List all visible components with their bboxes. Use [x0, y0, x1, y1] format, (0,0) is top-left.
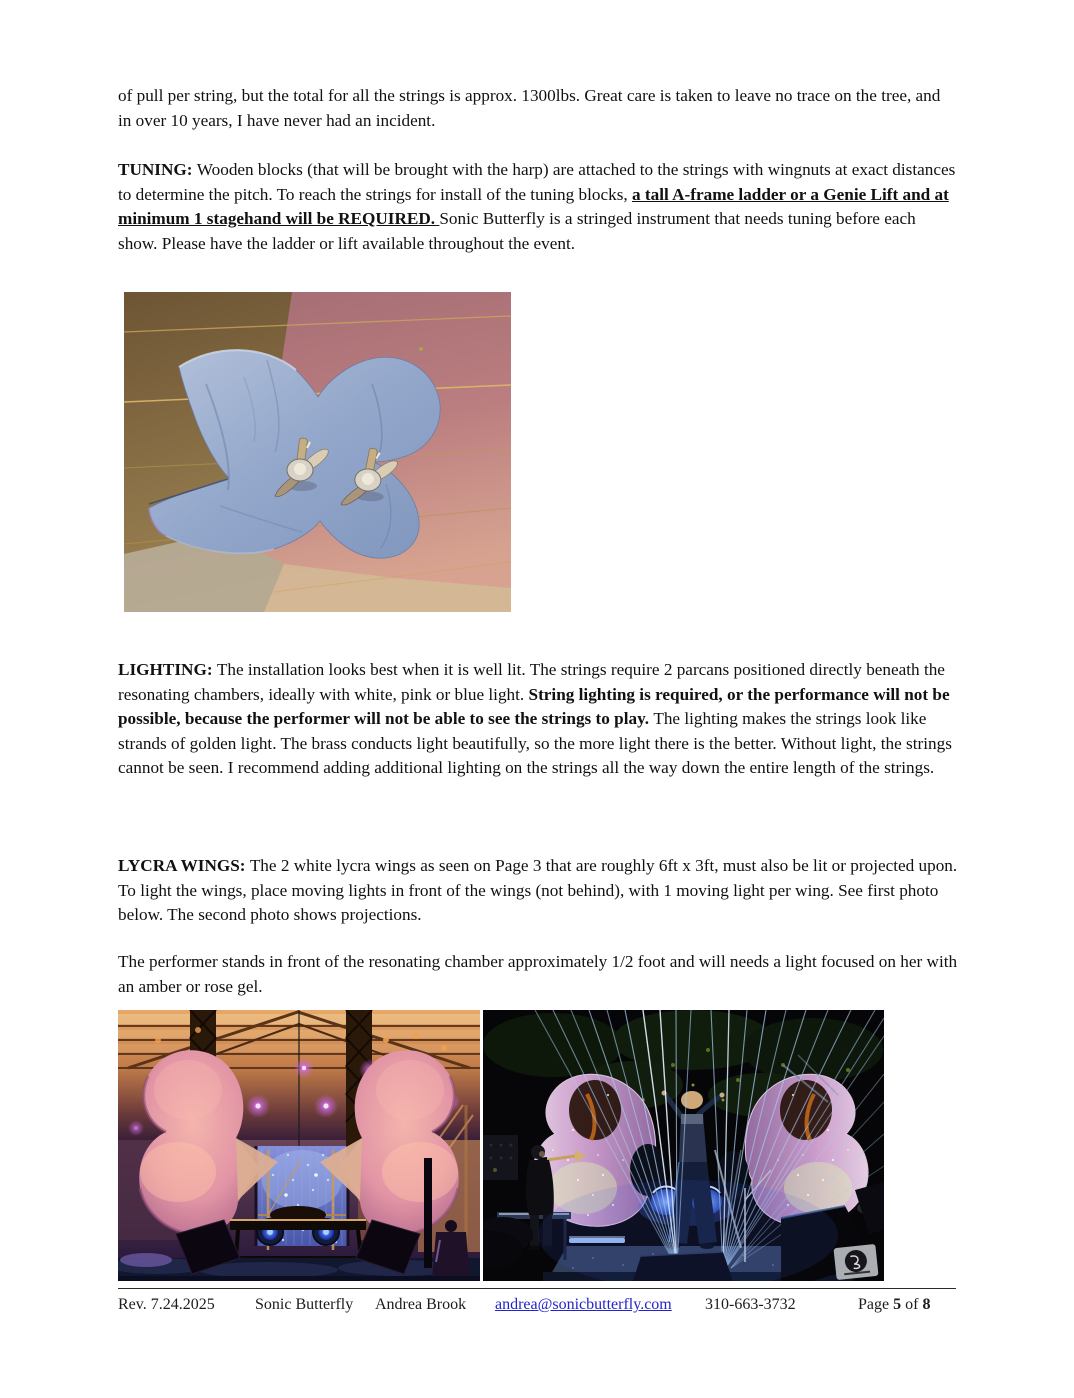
lycra-paragraph: LYCRA WINGS: The 2 white lycra wings as seen on Page 3 that are roughly 6ft x 3ft, must also be lit or projected upon. To light the wings, place moving lights in front of the wings (not behind), with 1 moving light per wing. See first photo below. The second photo shows projections. — [118, 856, 958, 924]
tuning-block-photo — [124, 292, 511, 612]
logo-sign — [833, 1244, 878, 1280]
footer-phone: 310-663-3732 — [705, 1296, 796, 1313]
footer-page-number: Page 5 of 8 — [858, 1296, 931, 1313]
indoor-wings-photo — [118, 1010, 480, 1281]
footer-author: Andrea Brook — [375, 1296, 467, 1313]
tuning-paragraph: TUNING: Wooden blocks (that will be brought with the harp) are attached to the strings with wingnuts at exact distances to determine the pitch. To reach the strings for install of the tuning blocks, a tall A-frame ladder or a Genie Lift and at minimum 1 stagehand will be REQUIRED. Sonic Butterfly is a stringed instrument that needs tuning before each show. Please have the ladder or lift available throughout the event. — [118, 160, 956, 253]
footer-email-link[interactable]: andrea@sonicbutterfly.com — [495, 1296, 672, 1313]
intro-paragraph: of pull per string, but the total for all the strings is approx. 1300lbs. Great care is taken to leave no trace on the tree, and in over 10 years, I have never had an incident. — [118, 86, 941, 130]
footer-divider — [118, 1288, 956, 1289]
performer-paragraph: The performer stands in front of the resonating chamber approximately 1/2 foot and will needs a light focused on her with an amber or rose gel. — [118, 952, 958, 996]
footer-brand: Sonic Butterfly — [255, 1296, 354, 1313]
lighting-paragraph: LIGHTING: The installation looks best when it is well lit. The strings require 2 parcans positioned directly beneath the resonating chambers, ideally with white, pink or blue light. String lighting is required, or the performance will not be possible, because the performer will not be able to see the strings to play. The lighting makes the strings look like strands of golden light. The brass conducts light beautifully, so the more light there is the better. Without light, the strings cannot be seen. I recommend adding additional lighting on the strings all the way down the entire length of the strings. — [118, 660, 952, 777]
outdoor-projections-photo — [483, 1010, 884, 1281]
footer-revision-date: Rev. 7.24.2025 — [118, 1296, 215, 1313]
